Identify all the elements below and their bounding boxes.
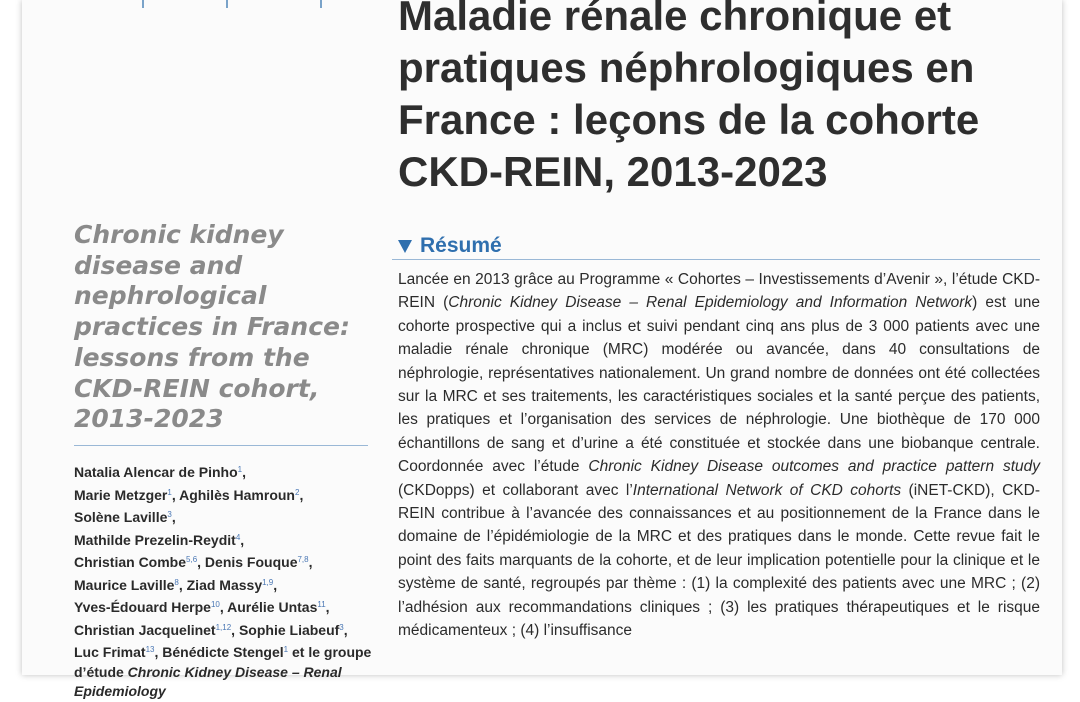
affiliation-marker: 8	[174, 577, 179, 587]
article-title: Maladie rénale chronique et pratiques néphrologiques en France : leçons de la cohorte CKD-REIN, 2013-2023	[398, 0, 980, 195]
journal-page	[22, 0, 1062, 699]
author: Aghilès Hamroun	[179, 486, 295, 503]
affiliation-marker: 3	[167, 510, 172, 519]
abstract-italic: Chronic Kidney Disease – Renal Epidemiology and Information Network	[448, 294, 973, 312]
header-decoration	[142, 0, 342, 10]
affiliation-marker: 1	[283, 645, 289, 654]
affiliation-marker: 1	[237, 465, 243, 474]
author: Mathilde Prezelin-Reydit	[74, 531, 236, 548]
author-list: Natalia Alencar de Pinho$^1$, Marie Metzger$^1$, Aghilès Hamroun$^2$, Solène Laville$^3$, Mathilde Prezelin-Reydit$^4$, Christian Combe$^{5,6}$, Denis Fouque$^{7,8}$, Maurice Laville$^8$, Ziad Massy$^{1,9}$, Yves-Édouard Herpe$^{10}$, Aurélie Untas$^{11}$, Christian Jacquelinet$^{1,12}$, Sophie Liabeuf$^3$, Luc Frimat$^{13}$, Bénédicte Stengel$^1$ et le groupe d’étude Chronic Kidney Disease – Renal Epidemiology	[74, 464, 372, 699]
divider-left	[74, 445, 368, 446]
abstract-italic: Chronic Kidney Disease outcomes and practice pattern study	[588, 458, 1040, 476]
abstract-segment: (CKDopps) et collaborant avec l’	[398, 481, 633, 499]
abstract-segment: ) est une cohorte prospective qui a inclus et suivi pendant cinq ans plus de 3 000 patients avec une maladie rénale chronique (MRC) modérée ou avancée, dans 40 consultations de néphrologie, représentatives nationalement. Un grand nombre de données ont été collectées sur la MRC et ses traitements, les caractéristiques sociales et la santé perçue des patients, les pratiques et l’organisation des services de néphrologie. Une biothèque de 170 000 échantillons de sang et d’urine a été constituée et stockée dans une biobanque centrale. Coordonnée avec l’étude	[398, 294, 1041, 476]
affiliation-marker: 1,9	[262, 577, 274, 587]
affiliation-marker: 11	[317, 600, 326, 609]
abstract-heading	[398, 234, 502, 258]
abstract-segment: (iNET-CKD), CKD-REIN contribue à l’avancée des connaissances et au positionnement de la France dans le domaine de l’épidémiologie de la MRC et des pratiques dans le monde. Cette revue fait le point des faits marquants de la cohorte, et de leur implication potentielle pour la clinique et le système de santé, regroupés par thème : (1) la complexité des patients avec une MRC ; (2) l’adhésion aux recommandations cliniques ; (3) les pratiques thérapeutiques et le risque médicamenteux ; (4) l’insuffisance	[398, 481, 1040, 640]
author: Sophie Liabeuf	[238, 621, 340, 638]
triangle-down-icon	[398, 240, 412, 253]
author: Luc Frimat	[74, 644, 146, 660]
affiliation-marker: 10	[210, 600, 220, 609]
english-title: Chronic kidney disease and nephrological practices in France: lessons from the CKD-REIN cohort, 2013-2023	[74, 220, 350, 434]
author: Maurice Laville	[74, 576, 175, 593]
divider-right	[392, 259, 1040, 260]
author: Natalia Alencar de Pinho	[74, 464, 238, 480]
affiliation-marker: 2	[294, 487, 300, 497]
affiliation-marker: 7,8	[297, 555, 309, 564]
author: Marie Metzger	[74, 486, 168, 503]
authors-group-prefix: et le groupe d’étude	[74, 644, 372, 680]
author: Christian Combe	[74, 554, 187, 570]
study-group-name: Chronic Kidney Disease – Renal Epidemiology	[74, 663, 342, 699]
author: Solène Laville	[74, 509, 168, 525]
author: Aurélie Untas	[227, 599, 318, 615]
author: Bénédicte Stengel	[162, 644, 284, 660]
author: Denis Fouque	[204, 554, 298, 570]
abstract-heading-label: Résumé	[420, 234, 502, 257]
author: Christian Jacquelinet	[74, 621, 216, 638]
abstract-italic: International Network of CKD cohorts	[632, 481, 902, 499]
affiliation-marker: 1,12	[215, 622, 232, 632]
affiliation-marker: 3	[339, 622, 344, 632]
affiliation-marker: 1	[167, 487, 172, 497]
abstract-segment: Lancée en 2013 grâce au Programme « Cohortes – Investissements d’Avenir », l’étude CKD-REIN (	[398, 271, 1040, 312]
affiliation-marker: 13	[145, 645, 155, 654]
author: Ziad Massy	[186, 576, 263, 593]
abstract-text	[398, 268, 1040, 643]
affiliation-marker: 5,6	[186, 555, 198, 564]
author: Yves-Édouard Herpe	[74, 599, 211, 615]
affiliation-marker: 4	[235, 532, 241, 542]
